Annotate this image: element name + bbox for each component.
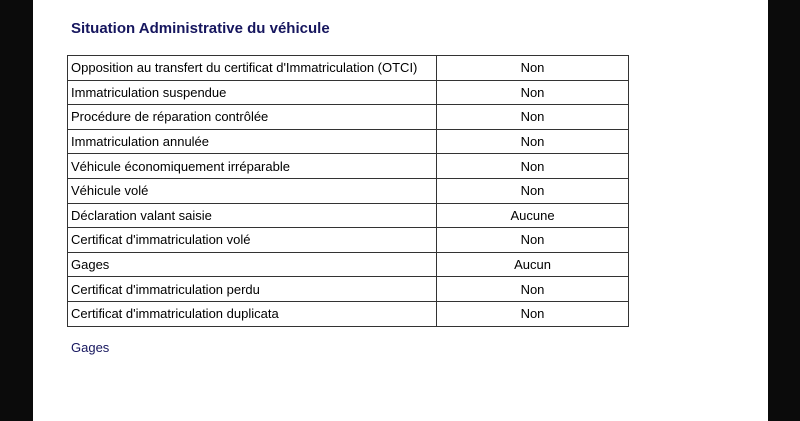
left-frame-edge [0,0,33,421]
row-label: Certificat d'immatriculation volé [68,228,437,253]
table-row [68,277,629,302]
row-label: Procédure de réparation contrôlée [68,105,437,130]
row-value: Non [437,228,629,253]
row-value: Aucune [437,203,629,228]
row-label: Déclaration valant saisie [68,203,437,228]
row-label: Opposition au transfert du certificat d'Immatriculation (OTCI) [68,56,437,81]
row-value: Non [437,129,629,154]
row-label: Gages [68,252,437,277]
row-value: Non [437,80,629,105]
row-value: Non [437,277,629,302]
table-row [68,80,629,105]
row-label: Certificat d'immatriculation duplicata [68,301,437,326]
table-row [68,301,629,326]
table-row [68,56,629,81]
table-row [68,129,629,154]
row-value: Non [437,105,629,130]
row-value: Aucun [437,252,629,277]
section-title: Situation Administrative du véhicule [71,20,330,37]
table-row [68,105,629,130]
row-label: Véhicule économiquement irréparable [68,154,437,179]
table-row [68,228,629,253]
row-value: Non [437,56,629,81]
row-label: Immatriculation annulée [68,129,437,154]
table-row [68,203,629,228]
row-label: Certificat d'immatriculation perdu [68,277,437,302]
right-frame-edge [768,0,800,421]
row-value: Non [437,154,629,179]
row-label: Véhicule volé [68,178,437,203]
table-row [68,154,629,179]
gages-section-link[interactable]: Gages [71,340,110,355]
row-label: Immatriculation suspendue [68,80,437,105]
row-value: Non [437,178,629,203]
administrative-status-table [67,55,629,327]
document-page [33,0,768,421]
row-value: Non [437,301,629,326]
table-row [68,252,629,277]
table-row [68,178,629,203]
